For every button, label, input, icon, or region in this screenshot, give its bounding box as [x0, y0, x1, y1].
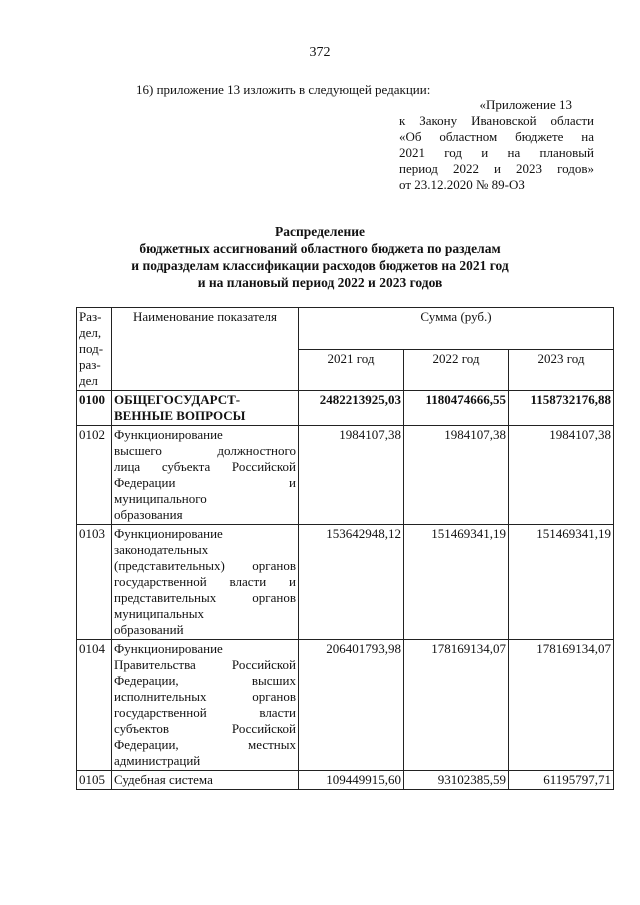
table-row	[77, 426, 614, 525]
page-number: 372	[309, 45, 331, 60]
appendix-line: от 23.12.2020 № 89-ОЗ	[399, 177, 525, 192]
code-header-line: раз-	[79, 357, 101, 372]
indicator-name-line: ОБЩЕГОСУДАРСТ-	[114, 392, 241, 407]
indicator-name-line: исполнительных органов	[114, 689, 296, 704]
indicator-name-line: Функционирование	[114, 526, 223, 541]
amount-2023: 178169134,07	[509, 640, 614, 771]
amount-2022: 151469341,19	[404, 525, 509, 640]
indicator-name-line: образований	[114, 622, 184, 637]
section-code: 0102	[77, 426, 112, 525]
indicator-name-line: муниципального	[114, 491, 207, 506]
amount-2021: 2482213925,03	[299, 391, 404, 426]
indicator-name-line: муниципальных	[114, 606, 205, 621]
appendix-line: 2021 год и на плановый	[399, 145, 594, 160]
indicator-name	[112, 771, 299, 790]
indicator-name-line: государственной власти и	[114, 574, 296, 589]
indicator-name-line: Правительства Российской	[114, 657, 296, 672]
indicator-name-line: ВЕННЫЕ ВОПРОСЫ	[114, 408, 246, 423]
indicator-name-line: высшего должностного	[114, 443, 296, 458]
appendix-line: «Об областном бюджете на	[399, 129, 594, 144]
code-header-line: под-	[79, 341, 104, 356]
indicator-name	[112, 640, 299, 771]
section-code: 0105	[77, 771, 112, 790]
year-header: 2021 год	[299, 349, 404, 391]
indicator-name	[112, 525, 299, 640]
indicator-name-line: образования	[114, 507, 183, 522]
indicator-name-line: лица субъекта Российской	[114, 459, 296, 474]
indicator-name-line: (представительных) органов	[114, 558, 296, 573]
heading-line: Распределение	[274, 224, 366, 239]
indicator-name	[112, 426, 299, 525]
indicator-name-line: Судебная система	[114, 772, 213, 787]
amount-2022: 1180474666,55	[404, 391, 509, 426]
heading-line: и на плановый период 2022 и 2023 годов	[197, 275, 443, 290]
indicator-name-line: Федерации, местных	[114, 737, 296, 752]
appendix-title: «Приложение 13	[479, 97, 572, 112]
amount-2022: 1984107,38	[404, 426, 509, 525]
indicator-name-line: Функционирование	[114, 641, 223, 656]
code-header	[77, 308, 112, 391]
indicator-name-line: государственной власти	[114, 705, 296, 720]
table-row	[77, 771, 614, 790]
amount-2021: 206401793,98	[299, 640, 404, 771]
amount-2021: 1984107,38	[299, 426, 404, 525]
indicator-name-line: Федерации, высших	[114, 673, 296, 688]
indicator-name-line: субъектов Российской	[114, 721, 296, 736]
amount-2021: 109449915,60	[299, 771, 404, 790]
table-row	[77, 525, 614, 640]
budget-table	[76, 307, 614, 790]
code-header-line: дел,	[79, 325, 102, 340]
document-heading	[0, 223, 640, 291]
appendix-block	[399, 97, 594, 193]
section-code: 0103	[77, 525, 112, 640]
intro-text: 16) приложение 13 изложить в следующей редакции:	[136, 82, 431, 97]
name-header: Наименование показателя	[112, 308, 299, 391]
amount-2022: 93102385,59	[404, 771, 509, 790]
section-code: 0104	[77, 640, 112, 771]
code-header-line: дел	[79, 373, 98, 388]
code-header-line: Раз-	[79, 309, 102, 324]
heading-line: и подразделам классификации расходов бюджетов на 2021 год	[131, 258, 509, 273]
sum-header: Сумма (руб.)	[299, 308, 614, 350]
year-header: 2022 год	[404, 349, 509, 391]
amount-2023: 151469341,19	[509, 525, 614, 640]
amount-2023: 61195797,71	[509, 771, 614, 790]
indicator-name	[112, 391, 299, 426]
amount-2022: 178169134,07	[404, 640, 509, 771]
amount-2023: 1984107,38	[509, 426, 614, 525]
table-body	[77, 391, 614, 790]
indicator-name-line: представительных органов	[114, 590, 296, 605]
table-row	[77, 640, 614, 771]
indicator-name-line: Федерации и	[114, 475, 296, 490]
indicator-name-line: администраций	[114, 753, 201, 768]
appendix-line: период 2022 и 2023 годов»	[399, 161, 594, 176]
table-row	[77, 391, 614, 426]
table-header-row	[77, 308, 614, 350]
section-code: 0100	[77, 391, 112, 426]
indicator-name-line: законодательных	[114, 542, 209, 557]
appendix-line: к Закону Ивановской области	[399, 113, 594, 128]
year-header: 2023 год	[509, 349, 614, 391]
amount-2023: 1158732176,88	[509, 391, 614, 426]
amount-2021: 153642948,12	[299, 525, 404, 640]
indicator-name-line: Функционирование	[114, 427, 223, 442]
heading-line: бюджетных ассигнований областного бюджета по разделам	[139, 241, 501, 256]
